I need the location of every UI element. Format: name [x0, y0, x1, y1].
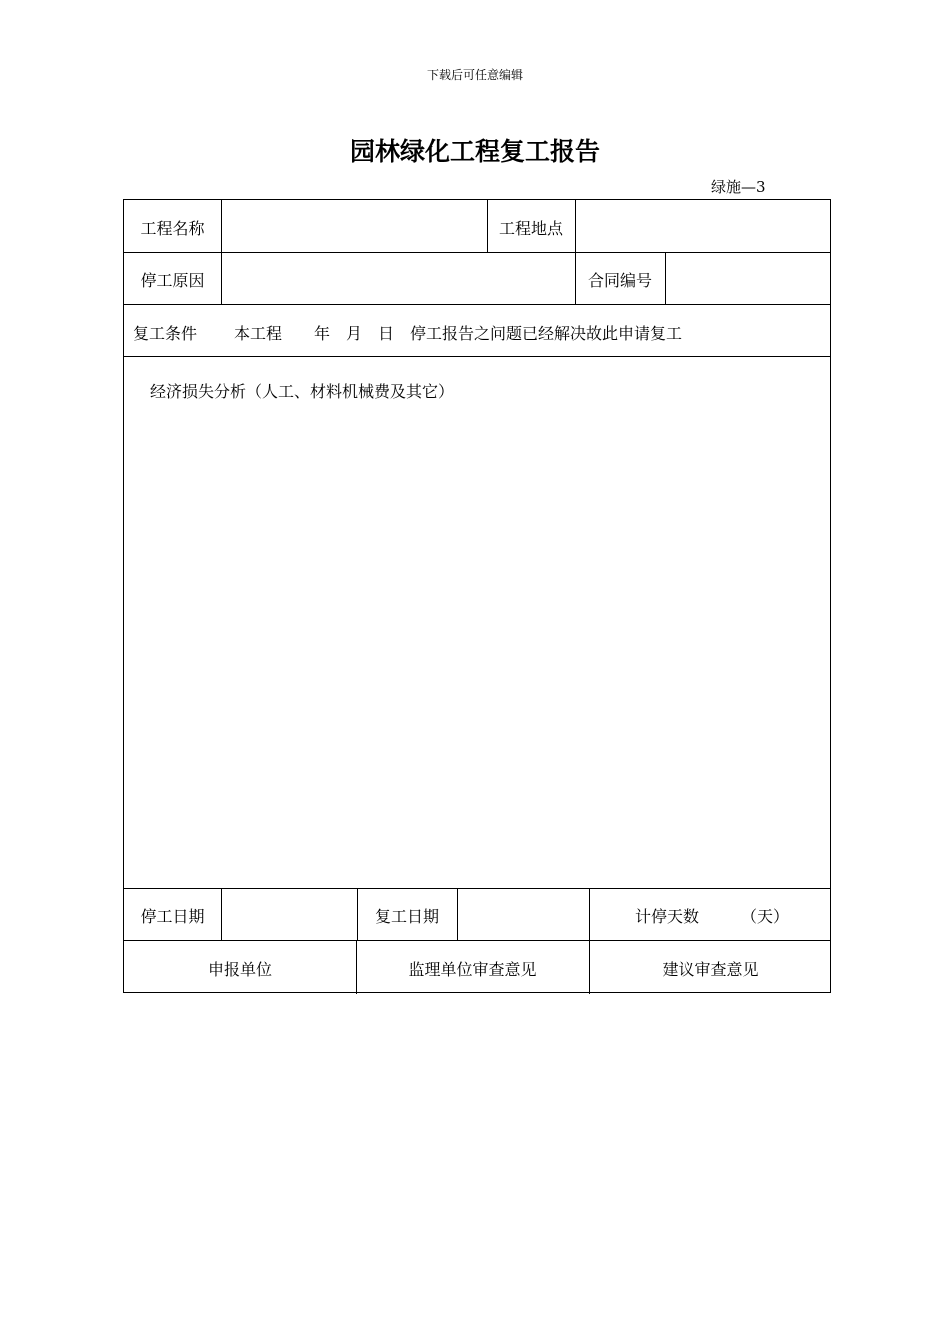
- project-location-label: 工程地点: [498, 219, 563, 238]
- page-title: 园林绿化工程复工报告: [349, 137, 600, 166]
- row-divider: [124, 356, 830, 357]
- stop-date-label: 停工日期: [140, 907, 205, 926]
- resume-condition-label: 复工条件: [133, 324, 198, 343]
- row-divider: [124, 304, 830, 305]
- project-location-field[interactable]: [576, 216, 830, 236]
- resume-date-field[interactable]: [458, 904, 588, 924]
- supervisor-opinion-label: 监理单位审查意见: [408, 960, 537, 979]
- form-code: 绿施—3: [711, 178, 766, 196]
- stop-date-field[interactable]: [222, 904, 356, 924]
- report-form: [123, 199, 831, 993]
- contract-no-field[interactable]: [666, 268, 830, 288]
- project-name-label: 工程名称: [140, 219, 205, 238]
- days-unit: （天）: [741, 907, 790, 926]
- applicant-label: 申报单位: [207, 960, 272, 979]
- row-divider: [124, 888, 830, 889]
- loss-analysis-label: 经济损失分析（人工、材料机械费及其它）: [150, 382, 455, 401]
- resume-date-label: 复工日期: [374, 907, 439, 926]
- project-name-field[interactable]: [222, 216, 486, 236]
- stop-reason-label: 停工原因: [140, 271, 205, 290]
- contract-no-label: 合同编号: [587, 271, 652, 290]
- suggestion-label: 建议审查意见: [662, 960, 759, 979]
- stop-reason-field[interactable]: [222, 268, 574, 288]
- stop-days-label: 计停天数: [635, 907, 700, 926]
- header-note: 下载后可任意编辑: [426, 68, 523, 82]
- resume-statement: 本工程 年 月 日 停工报告之问题已经解决故此申请复工: [234, 324, 683, 343]
- col-divider: [589, 888, 590, 940]
- row-divider: [124, 252, 830, 253]
- row-divider: [124, 940, 830, 941]
- loss-analysis-field[interactable]: [134, 410, 820, 880]
